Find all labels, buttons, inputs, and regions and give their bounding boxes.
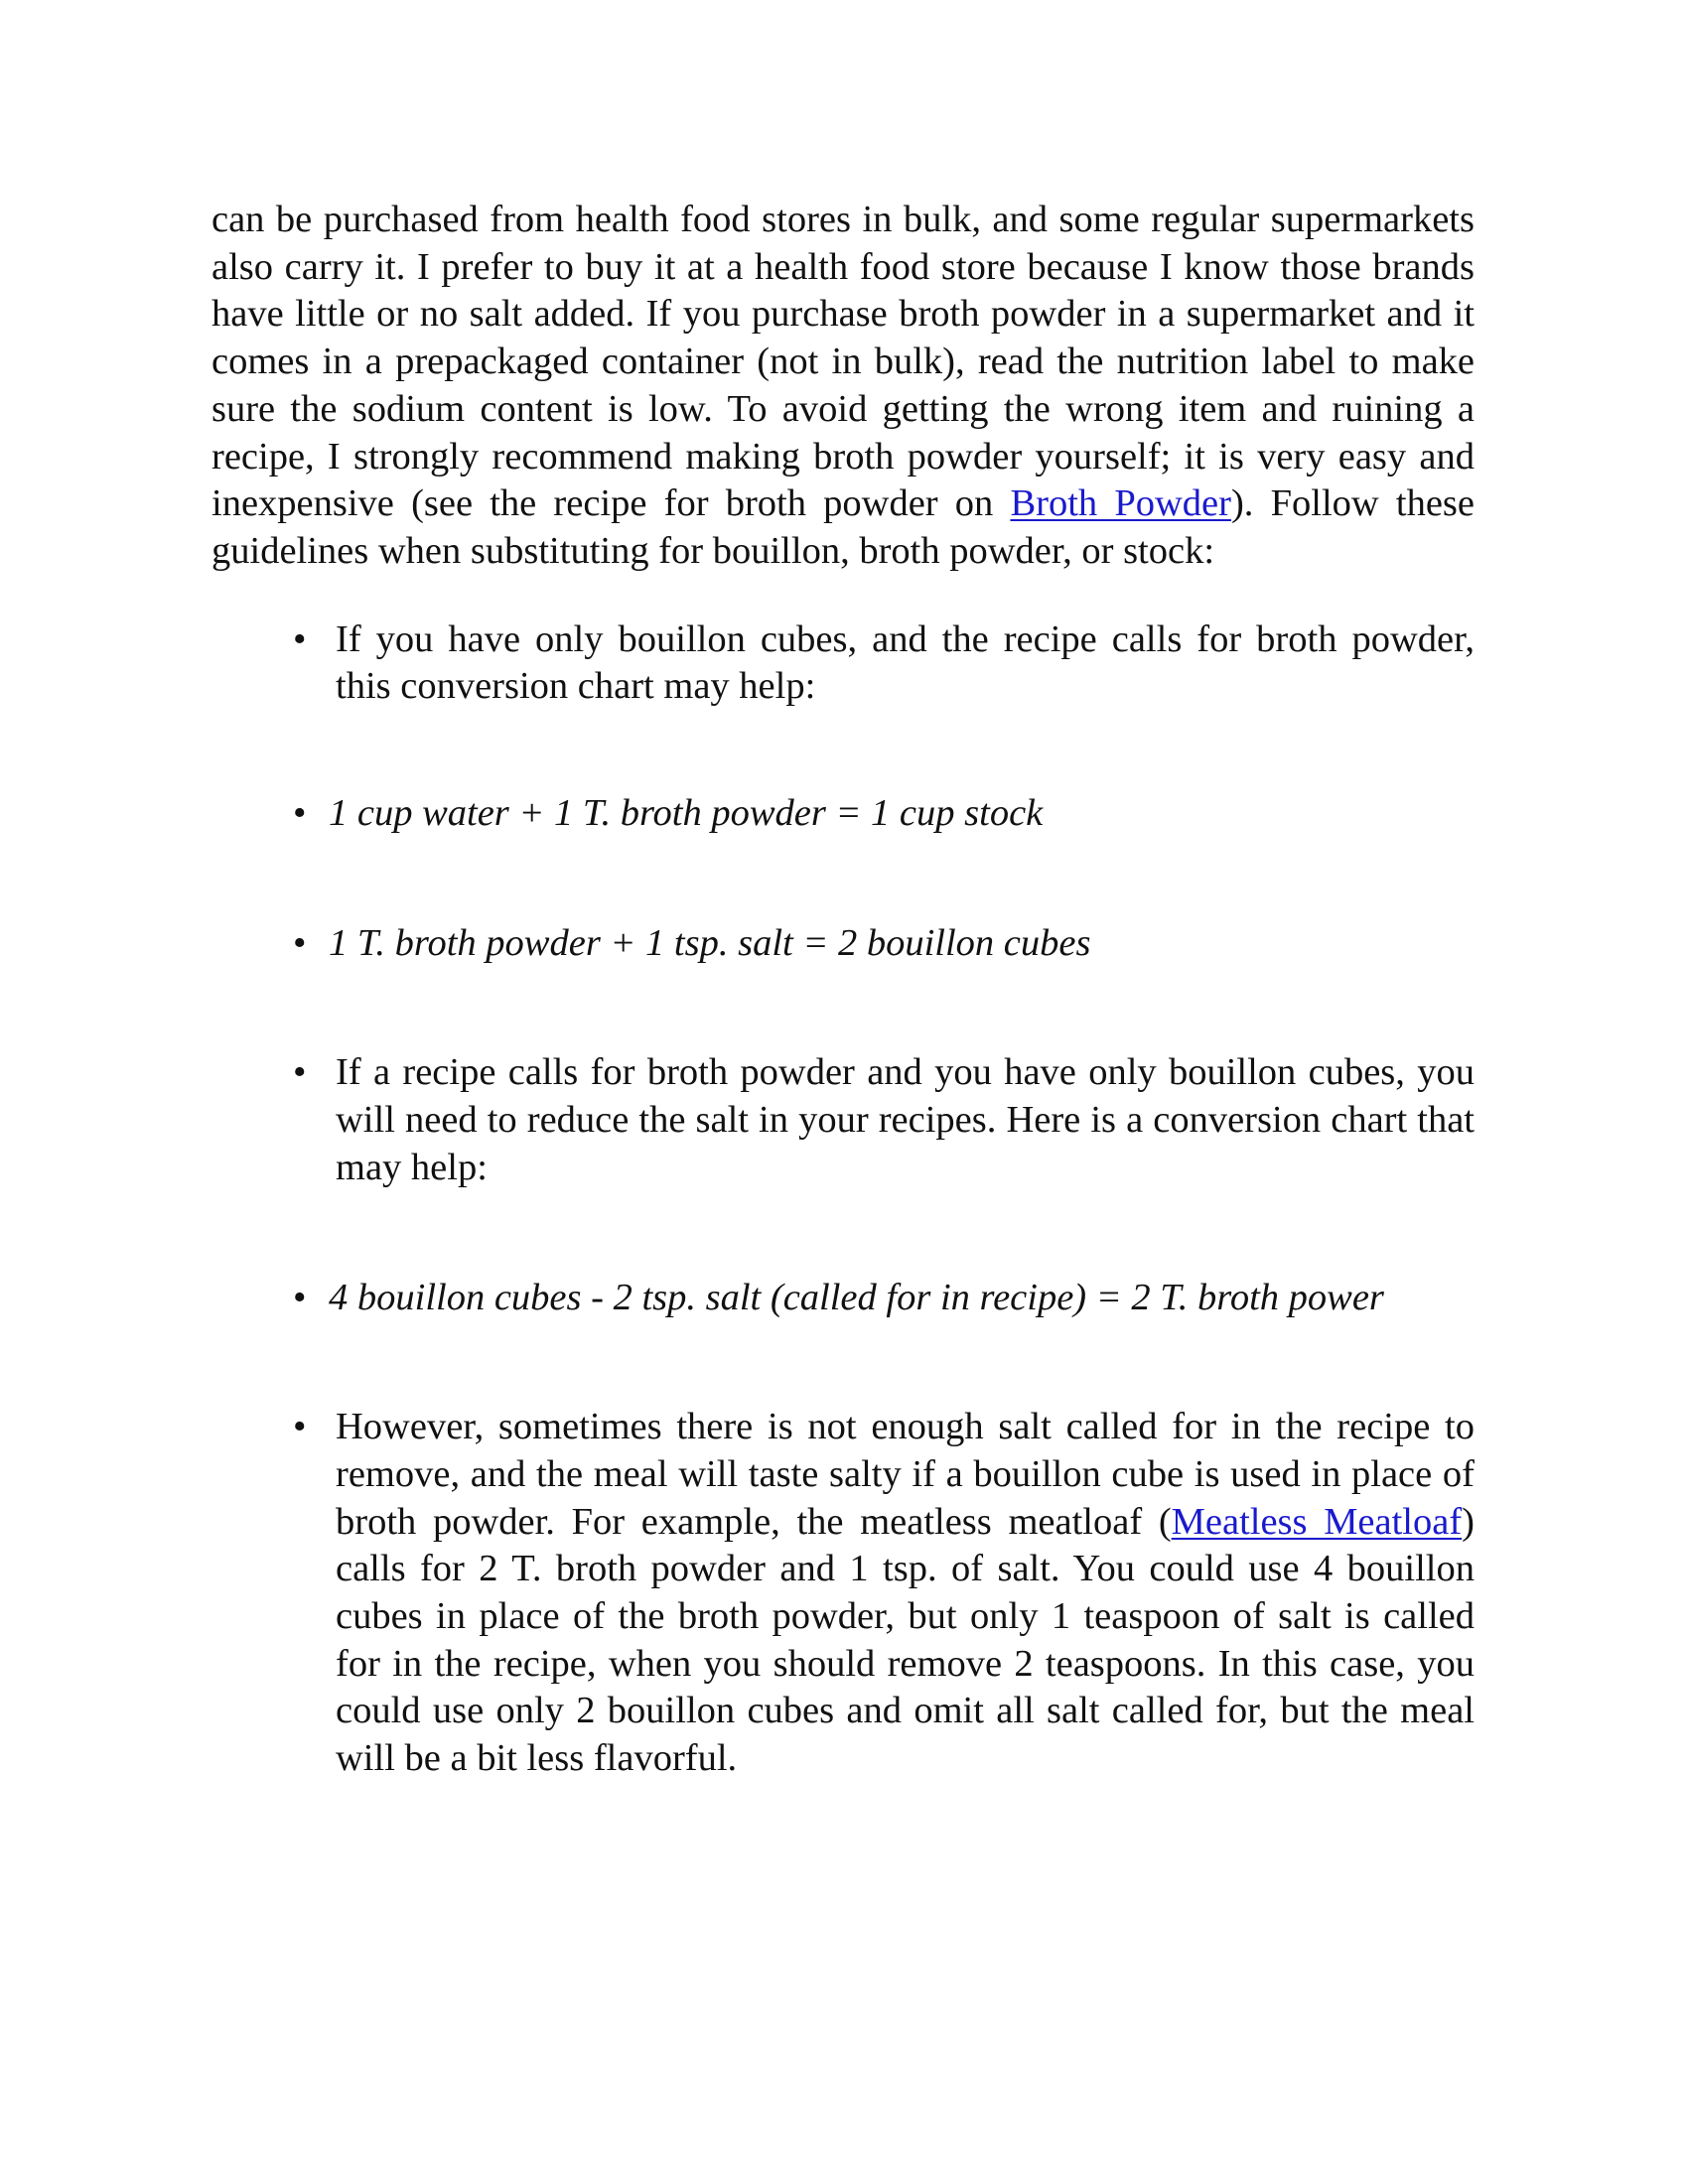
bullet-text: If you have only bouillon cubes, and the recipe calls for broth powder, this conversion chart may help: xyxy=(336,617,1475,708)
list-item xyxy=(293,616,1475,711)
conversion-formula: 1 T. broth powder + 1 tsp. salt = 2 bouillon cubes xyxy=(329,921,1091,964)
document-page xyxy=(211,197,1475,1783)
conversion-formula: 1 cup water + 1 T. broth powder = 1 cup stock xyxy=(329,792,1044,835)
list-item xyxy=(293,1049,1475,1191)
list-item xyxy=(293,1275,1475,1322)
bullet-marker: • xyxy=(293,792,307,835)
list-item xyxy=(293,1404,1475,1783)
bullet-marker: • xyxy=(293,1406,307,1448)
broth-powder-link[interactable]: Broth Powder xyxy=(1010,482,1231,525)
intro-text-before-link: can be purchased from health food stores in bulk, and some regular supermarkets also carry it. I prefer to buy it at a health food store because I know those brands have little or no salt added. If you purchase broth powder in a supermarket and it comes in a prepackaged container (not in bulk), read the nutrition label to make sure the sodium content is low. To avoid getting the wrong item and ruining a recipe, I strongly recommend making broth powder yourself; it is very easy and inexpensive (see the recipe for broth powder on xyxy=(211,199,1475,525)
list-item xyxy=(293,920,1475,968)
intro-paragraph xyxy=(211,197,1475,576)
conversion-formula: 4 bouillon cubes - 2 tsp. salt (called for in recipe) = 2 T. broth power xyxy=(329,1276,1384,1318)
bullet-text: If a recipe calls for broth powder and you have only bouillon cubes, you will need to reduce the salt in your recipes. Here is a conversion chart that may help: xyxy=(336,1051,1475,1188)
list-item xyxy=(293,790,1475,838)
bullet-marker: • xyxy=(293,1276,307,1318)
meatless-meatloaf-link[interactable]: Meatless Meatloaf xyxy=(1171,1500,1463,1543)
bullet-marker: • xyxy=(293,921,307,964)
intro-text-after-link: ). Follow these guidelines when substituting for bouillon, broth powder, or stock: xyxy=(211,482,1475,572)
bullet-text xyxy=(336,1406,1475,1779)
bullet-marker: • xyxy=(293,1051,307,1094)
bullet-text-after-link: ) calls for 2 T. broth powder and 1 tsp. of salt. You could use 4 bouillon cubes in place of the broth powder, but only 1 teaspoon of salt is called for in the recipe, when you should remove 2 teaspoons. In this case, you could use only 2 bouillon cubes and omit all salt called for, but the meal will be a bit less flavorful. xyxy=(336,1500,1475,1780)
bullet-text-before-link: However, sometimes there is not enough salt called for in the recipe to remove, and the meal will taste salty if a bouillon cube is used in place of broth powder. For example, the meatless meatloaf ( xyxy=(336,1406,1475,1543)
bullet-marker: • xyxy=(293,617,307,660)
